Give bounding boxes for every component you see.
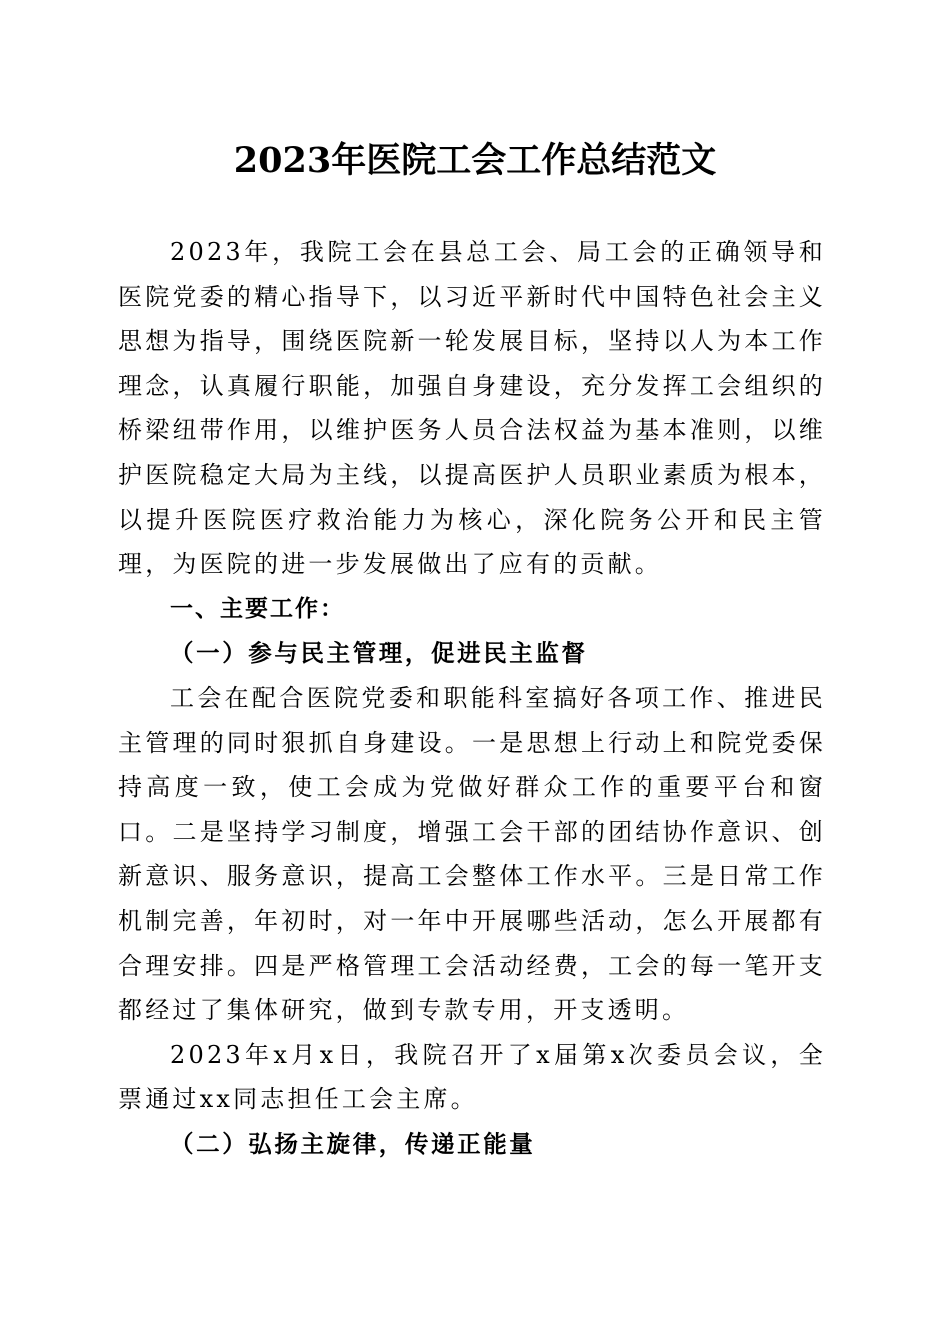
paragraph-committee-meeting: 2023年x月x日，我院召开了x届第x次委员会议，全票通过xx同志担任工会主席。 — [118, 1040, 826, 1114]
document-title: 2023年医院工会工作总结范文 — [233, 140, 717, 181]
intro-paragraph: 2023年，我院工会在县总工会、局工会的正确领导和医院党委的精心指导下，以习近平新时代中国特色社会主义思想为指导，围绕医院新一轮发展目标，坚持以人为本工作理念，认真履行职能，加强自身建设，充分发挥工会组织的桥梁纽带作用，以维护医务人员合法权益为基本准则，以维护医院稳定大局为主线，以提高医护人员职业素质为根本，以提升医院医疗救治能力为核心，深化院务公开和民主管理，为医院的进一步发展做出了应有的贡献。 — [118, 238, 826, 579]
document-body — [118, 230, 826, 1166]
subsection-heading-positive-energy: （二）弘扬主旋律，传递正能量 — [170, 1129, 536, 1158]
paragraph-democratic-management: 工会在配合医院党委和职能科室搞好各项工作、推进民主管理的同时狠抓自身建设。一是思想上行动上和院党委保持高度一致，使工会成为党做好群众工作的重要平台和窗口。二是坚持学习制度，增强工会干部的团结协作意识、创新意识、服务意识，提高工会整体工作水平。三是日常工作机制完善，年初时，对一年中开展哪些活动，怎么开展都有合理安排。四是严格管理工会活动经费，工会的每一笔开支都经过了集体研究，做到专款专用，开支透明。 — [118, 683, 826, 1025]
section-heading-main-work: 一、主要工作： — [170, 595, 345, 622]
subsection-heading-democratic-management: （一）参与民主管理，促进民主监督 — [170, 639, 588, 668]
